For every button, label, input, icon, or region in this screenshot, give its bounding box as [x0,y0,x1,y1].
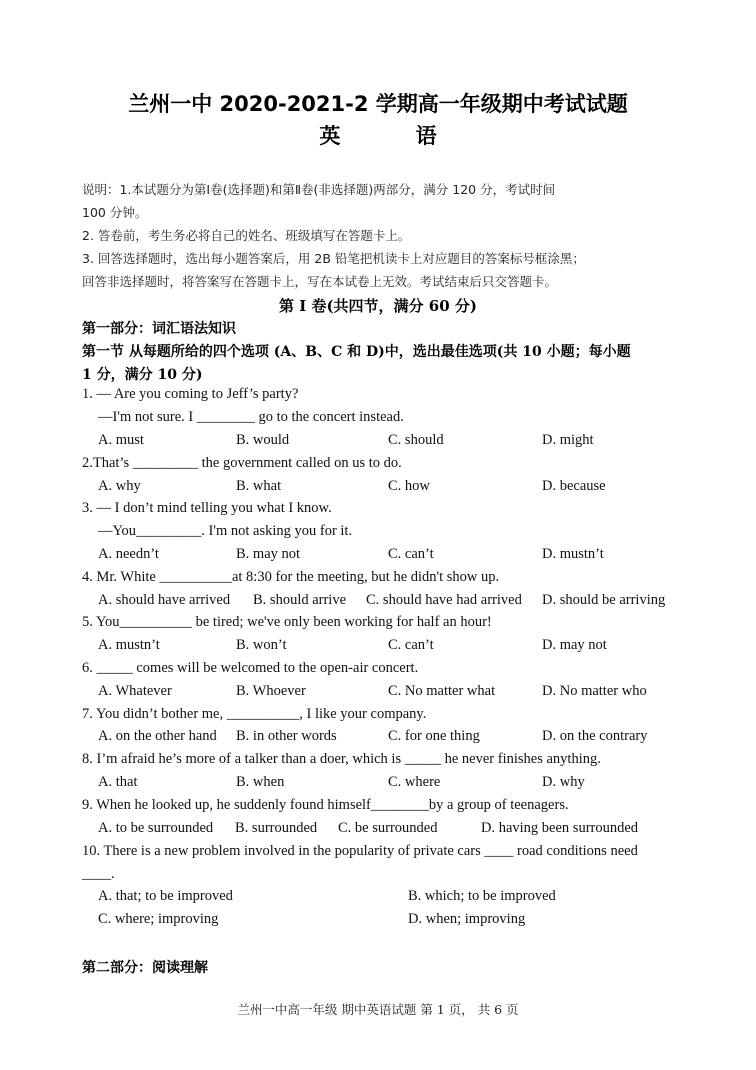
question-stem: 6. _____ comes will be welcomed to the open-air concert. [82,660,419,676]
volume-title: 第 I 卷(共四节，满分 60 分) [279,297,477,315]
part1-title: 第一部分：词汇语法知识 [82,321,236,337]
option-b: B. in other words [236,728,337,744]
option-a: A. must [98,432,144,448]
part2-title: 第二部分：阅读理解 [82,960,208,976]
option-c: C. can’t [388,546,434,562]
option-a: A. that [98,774,138,790]
option-a: A. to be surrounded [98,820,214,836]
option-d: D. on the contrary [542,728,648,744]
option-a: A. Whatever [98,683,172,699]
option-b: B. what [236,478,282,494]
instruction-line: 100 分钟。 [82,205,148,220]
option-a: A. mustn’t [98,637,160,653]
option-d: D. mustn’t [542,546,604,562]
option-d: D. having been surrounded [481,820,639,836]
question-dialogue: —You_________. I'm not asking you for it. [98,523,353,539]
option-a: A. needn’t [98,546,159,562]
instruction-line: 说明：1.本试题分为第Ⅰ卷(选择题)和第Ⅱ卷(非选择题)两部分，满分 120 分，考试时间 [82,182,556,197]
option-c: C. should [388,432,444,448]
question-stem-continued: ____. [82,866,115,882]
option-b: B. won’t [236,637,287,653]
option-c: C. for one thing [388,728,480,744]
question-stem: 7. You didn’t bother me, __________, I like your company. [82,706,427,722]
option-b: B. when [236,774,285,790]
option-a: A. on the other hand [98,728,217,744]
page-footer: 兰州一中高一年级 期中英语试题 第 1 页， 共 6 页 [237,1002,519,1017]
question-stem: 10. There is a new problem involved in the popularity of private cars ____ road conditions need [82,843,638,859]
option-d: D. might [542,432,594,448]
question-dialogue: —I'm not sure. I ________ go to the concert instead. [98,409,404,425]
option-d: D. when; improving [408,911,526,927]
option-b: B. may not [236,546,301,562]
option-c: C. where; improving [98,911,219,927]
option-d: D. should be arriving [542,592,666,608]
option-b: B. surrounded [235,820,318,836]
instruction-line: 2. 答卷前，考生务必将自己的姓名、班级填写在答题卡上。 [82,228,411,243]
option-c: C. can’t [388,637,434,653]
option-c: C. how [388,478,430,494]
option-d: D. why [542,774,585,790]
option-d: D. No matter who [542,683,647,699]
section1-instruction: 第一节 从每题所给的四个选项 (A、B、C 和 D)中，选出最佳选项(共 10 小题；每小题 [82,344,631,360]
option-c: C. where [388,774,441,790]
question-stem: 2.That’s _________ the government called on us to do. [82,455,402,471]
section1-instruction: 1 分，满分 10 分) [82,367,203,383]
option-a: A. should have arrived [98,592,231,608]
exam-subject: 英 语 [319,124,471,148]
option-b: B. which; to be improved [408,888,556,904]
option-b: B. would [236,432,290,448]
option-b: B. Whoever [236,683,306,699]
question-stem: 9. When he looked up, he suddenly found himself________by a group of teenagers. [82,797,569,813]
option-a: A. why [98,478,141,494]
option-d: D. because [542,478,606,494]
question-stem: 1. — Are you coming to Jeff’s party? [82,386,299,402]
instruction-line: 3. 回答选择题时，选出每小题答案后，用 2B 铅笔把机读卡上对应题目的答案标号框涂黑； [82,251,585,266]
option-d: D. may not [542,637,607,653]
option-b: B. should arrive [253,592,347,608]
question-stem: 5. You__________ be tired; we've only been working for half an hour! [82,614,492,630]
option-a: A. that; to be improved [98,888,233,904]
instruction-line: 回答非选择题时，将答案写在答题卡上，写在本试卷上无效。考试结束后只交答题卡。 [82,274,558,289]
option-c: C. No matter what [388,683,496,699]
question-stem: 3. — I don’t mind telling you what I know. [82,500,332,516]
exam-title: 兰州一中 2020-2021-2 学期高一年级期中考试试题 [128,92,628,116]
option-c: C. should have had arrived [366,592,522,608]
option-c: C. be surrounded [338,820,438,836]
question-stem: 8. I’m afraid he’s more of a talker than a doer, which is _____ he never finishes anything. [82,751,601,767]
question-stem: 4. Mr. White __________at 8:30 for the meeting, but he didn't show up. [82,569,500,585]
